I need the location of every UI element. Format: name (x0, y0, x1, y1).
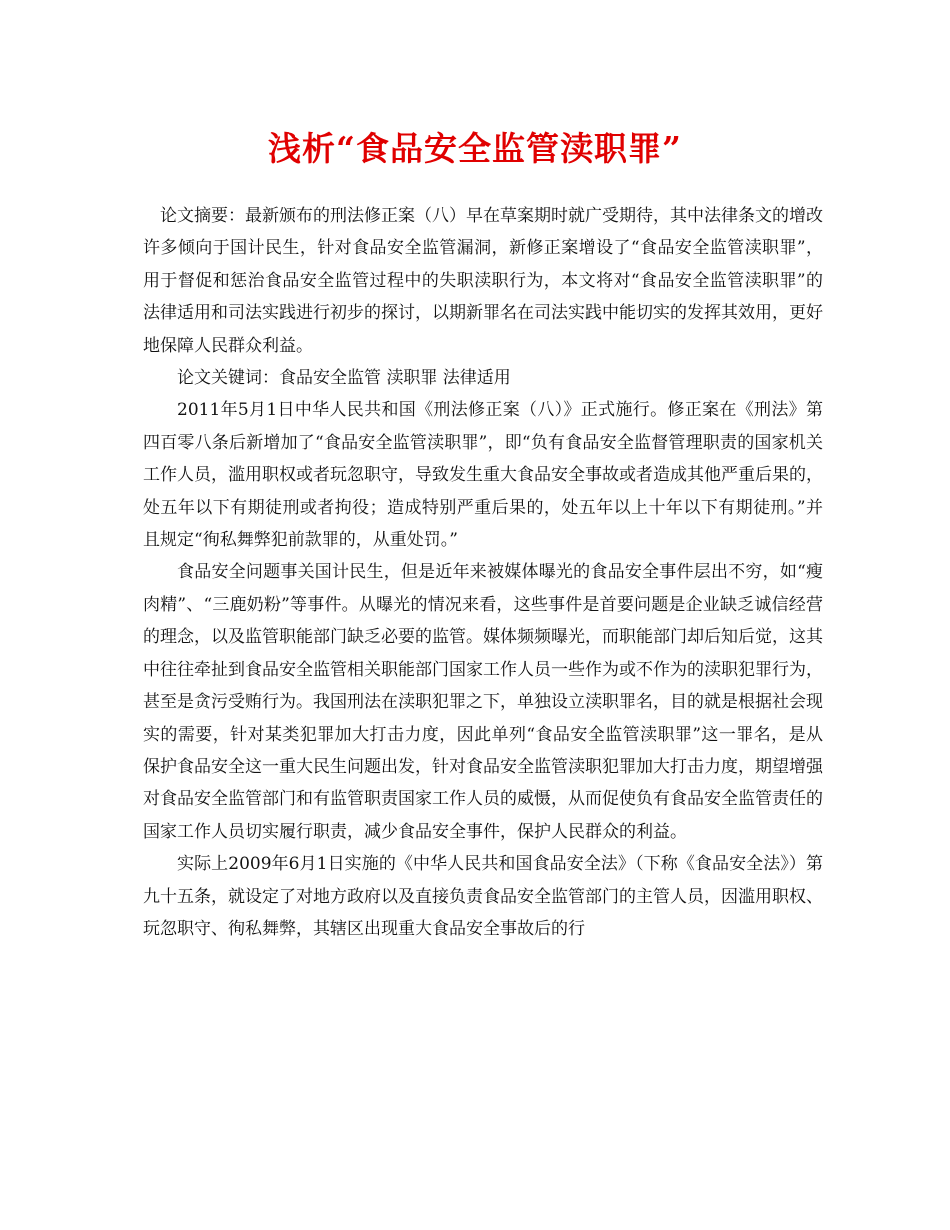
keywords-paragraph: 论文关键词：食品安全监管 渎职罪 法律适用 (177, 368, 511, 389)
body-paragraph-1: 2011年5月1日中华人民共和国《刑法修正案（八）》正式施行。修正案在《刑法》第四百零八条后新增加了“食品安全监管渎职罪”，即“负有食品安全监督管理职责的国家机关工作人员，滥用职权或者玩忽职守，导致发生重大食品安全事故或者造成其他严重后果的，处五年以下有期徒刑或者拘役；造成特别严重后果的，处五年以上十年以下有期徒刑。”并且规定“徇私舞弊犯前款罪的，从重处罚。” (143, 400, 823, 551)
body-paragraph-3: 实际上2009年6月1日实施的《中华人民共和国食品安全法》（下称《食品安全法》）第九十五条，就设定了对地方政府以及直接负责食品安全监管部门的主管人员，因滥用职权、玩忽职守、徇私舞弊，其辖区出现重大食品安全事故后的行 (143, 854, 823, 939)
document-body (143, 200, 823, 945)
body-paragraph-2: 食品安全问题事关国计民生，但是近年来被媒体曝光的食品安全事件层出不穷，如“瘦肉精”、“三鹿奶粉”等事件。从曝光的情况来看，这些事件是首要问题是企业缺乏诚信经营的理念，以及监管职能部门缺乏必要的监管。媒体频频曝光，而职能部门却后知后觉，这其中往往牵扯到食品安全监管相关职能部门国家工作人员一些作为或不作为的渎职犯罪行为，甚至是贪污受贿行为。我国刑法在渎职犯罪之下，单独设立渎职罪名，目的就是根据社会现实的需要，针对某类犯罪加大打击力度，因此单列“食品安全监管渎职罪”这一罪名，是从保护食品安全这一重大民生问题出发，针对食品安全监管渎职犯罪加大打击力度，期望增强对食品安全监管部门和有监管职责国家工作人员的威慑，从而促使负有食品安全监管责任的国家工作人员切实履行职责，减少食品安全事件，保护人民群众的利益。 (143, 562, 823, 842)
document-title: 浅析“食品安全监管渎职罪” (268, 129, 682, 168)
abstract-paragraph: 论文摘要：最新颁布的刑法修正案（八）早在草案期时就广受期待，其中法律条文的增改许多倾向于国计民生，针对食品安全监管漏洞，新修正案增设了“食品安全监管渎职罪”，用于督促和惩治食品安全监管过程中的失职渎职行为，本文将对“食品安全监管渎职罪”的法律适用和司法实践进行初步的探讨，以期新罪名在司法实践中能切实的发挥其效用，更好地保障人民群众利益。 (143, 206, 823, 356)
